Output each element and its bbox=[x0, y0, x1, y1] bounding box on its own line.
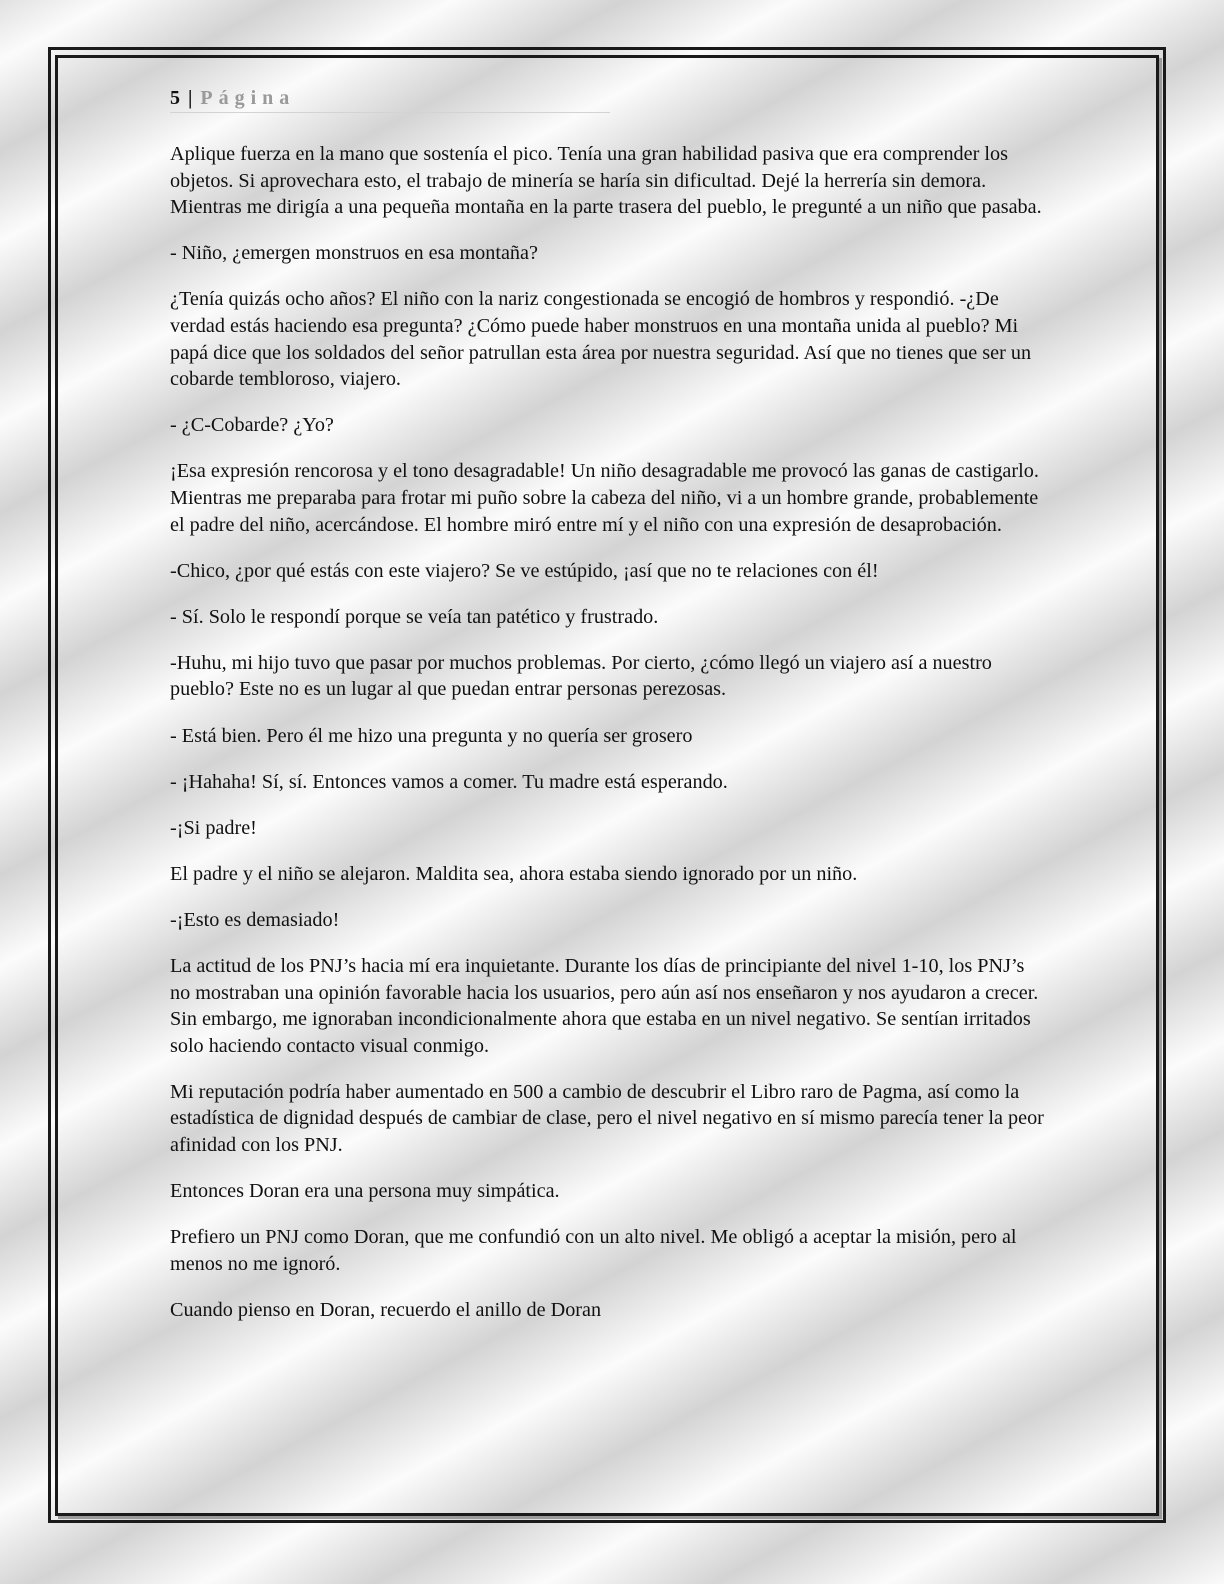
paragraph: Cuando pienso en Doran, recuerdo el anillo de Doran bbox=[170, 1298, 602, 1321]
paragraph: - Niño, ¿emergen monstruos en esa montaña? bbox=[170, 242, 538, 265]
paragraph: La actitud de los PNJ’s hacia mí era inquietante. Durante los días de principiante del nivel 1-10, los PNJ’s no mostraban una opinión favorable hacia los usuarios, pero aún así nos enseñaron y nos ayudaron a crecer. Sin embargo, me ignoraban incondicionalmente ahora que estaba en un nivel negativo. Se sentían irritados solo haciendo contacto visual conmigo. bbox=[170, 954, 1039, 1057]
paragraph: - ¡Hahaha! Sí, sí. Entonces vamos a comer. Tu madre está esperando. bbox=[170, 770, 728, 793]
paragraph: ¿Tenía quizás ocho años? El niño con la nariz congestionada se encogió de hombros y respondió. -¿De verdad estás haciendo esa pregunta? ¿Cómo puede haber monstruos en una montaña unida al pueblo? Mi papá dice que los soldados del señor patrullan esta área por nuestra seguridad. Así que no tienes que ser un cobarde tembloroso, viajero. bbox=[170, 288, 1032, 391]
paragraph: - ¿C-Cobarde? ¿Yo? bbox=[170, 414, 334, 437]
page-header-separator: | bbox=[188, 87, 193, 109]
page-header bbox=[170, 84, 610, 113]
paragraph: -Huhu, mi hijo tuvo que pasar por muchos problemas. Por cierto, ¿cómo llegó un viajero así a nuestro pueblo? Este no es un lugar al que puedan entrar personas perezosas. bbox=[170, 651, 992, 701]
paragraph: Mi reputación podría haber aumentado en 500 a cambio de descubrir el Libro raro de Pagma, así como la estadística de dignidad después de cambiar de clase, pero el nivel negativo en sí mismo parecía tener la peor afinidad con los PNJ. bbox=[170, 1080, 1044, 1157]
paragraph: -Chico, ¿por qué estás con este viajero? Se ve estúpido, ¡así que no te relaciones con él! bbox=[170, 559, 879, 582]
paragraph: Aplique fuerza en la mano que sostenía el pico. Tenía una gran habilidad pasiva que era comprender los objetos. Si aprovechara esto, el trabajo de minería se haría sin dificultad. Dejé la herrería sin demora. Mientras me dirigía a una pequeña montaña en la parte trasera del pueblo, le pregunté a un niño que pasaba. bbox=[170, 143, 1042, 219]
paragraph: - Sí. Solo le respondí porque se veía tan patético y frustrado. bbox=[170, 605, 659, 628]
paragraph: - Está bien. Pero él me hizo una pregunta y no quería ser grosero bbox=[170, 724, 693, 747]
paragraph: El padre y el niño se alejaron. Maldita sea, ahora estaba siendo ignorado por un niño. bbox=[170, 862, 858, 885]
body-text bbox=[170, 141, 1045, 1343]
paragraph: Entonces Doran era una persona muy simpática. bbox=[170, 1180, 560, 1203]
page-number: 5 bbox=[170, 87, 180, 109]
page-label: Página bbox=[200, 87, 296, 109]
paragraph: -¡Si padre! bbox=[170, 816, 257, 839]
paragraph: -¡Esto es demasiado! bbox=[170, 908, 340, 931]
paragraph: ¡Esa expresión rencorosa y el tono desagradable! Un niño desagradable me provocó las ganas de castigarlo. Mientras me preparaba para frotar mi puño sobre la cabeza del niño, vi a un hombre grande, probablemente el padre del niño, acercándose. El hombre miró entre mí y el niño con una expresión de desaprobación. bbox=[170, 460, 1039, 536]
paragraph: Prefiero un PNJ como Doran, que me confundió con un alto nivel. Me obligó a aceptar la misión, pero al menos no me ignoró. bbox=[170, 1226, 1017, 1275]
